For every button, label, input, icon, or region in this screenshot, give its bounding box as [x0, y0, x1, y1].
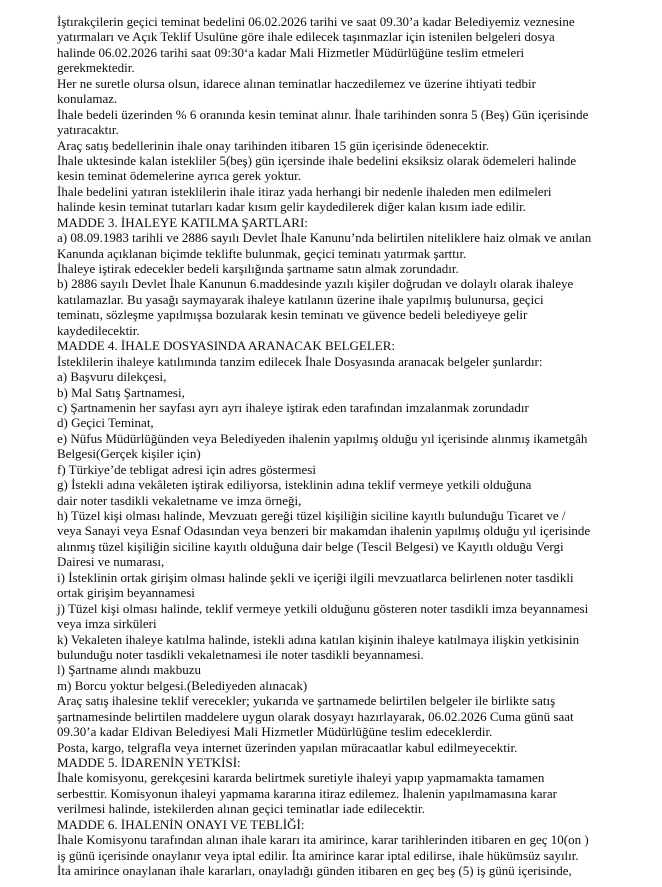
- document-line: Her ne suretle olursa olsun, idarece alınan teminatlar haczedilemez ve üzerine ihtiyati tedbir: [57, 75, 536, 91]
- document-line: İta amirince onaylanan ihale kararları, onayladığı günden itibaren en geç beş (5) iş günü içerisinde,: [57, 863, 572, 879]
- document-line: e) Nüfus Müdürlüğünden veya Belediyeden ihalenin yapılmış olduğu yıl içerisinde alınmış ikametgâh: [57, 430, 588, 446]
- document-line: a) 08.09.1983 tarihli ve 2886 sayılı Devlet İhale Kanunu’nda belirtilen niteliklere haiz olmak ve anılan: [57, 230, 592, 246]
- document-line: verilmesi halinde, istekilerden alınan geçici teminatlar iade edilecektir.: [57, 801, 425, 817]
- document-line: halinde kesin teminat tutarları kadar kısım gelir kaydedilerek diğer kalan kısım iade edilir.: [57, 199, 526, 215]
- document-line: gerekmektedir.: [57, 60, 135, 76]
- document-line: c) Şartnamenin her sayfası ayrı ayrı ihaleye iştirak eden tarafından imzalanmak zorundadır: [57, 399, 529, 415]
- document-line: katılamazlar. Bu yasağı saymayarak ihaleye katılanın üzerine ihale yapılmış bulunursa, geçici: [57, 291, 544, 307]
- document-line: veya Sanayi veya Esnaf Odasından veya benzeri bir makamdan ihalenin yapılmış olduğu yıl içerisinde: [57, 523, 591, 539]
- document-line: teminatı, sözleşme yapılmışsa bozularak kesin teminatı ve güvence bedeli belediyeye gelir: [57, 307, 528, 323]
- document-line: kesin teminat ödemelerine ayrıca gerek yoktur.: [57, 168, 302, 184]
- document-line: dair noter tasdikli vekaletname ve imza örneği,: [57, 492, 302, 508]
- document-line: h) Tüzel kişi olması halinde, Mevzuatı gereği tüzel kişiliğin siciline kayıtlı bulunduğu Ticaret ve /: [57, 508, 566, 523]
- document-line: alınmış tüzel kişiliğin siciline kayıtlı olduğuna dair belge (Tescil Belgesi) ve Kayıtlı olduğu Vergi: [57, 538, 564, 554]
- document-line: iş günü içerisinde onaylanır veya iptal edilir. İta amirince karar iptal edilirse, ihale hükümsüz sayılır.: [57, 847, 579, 863]
- document-line: Kanunda açıklanan biçimde teklifte bulunmak, geçici teminatı yatırmak şarttır.: [57, 245, 467, 261]
- document-line: Belgesi(Gerçek kişiler için): [57, 446, 201, 462]
- document-line: İsteklilerin ihaleye katılımında tanzim edilecek İhale Dosyasında aranacak belgeler şunlardır:: [57, 353, 543, 369]
- document-line: l) Şartname alındı makbuzu: [57, 662, 202, 678]
- document-line: ortak girişim beyannamesi: [57, 585, 195, 601]
- document-line: halinde 06.02.2026 tarihi saat 09:30‘a kadar Mali Hizmetler Müdürlüğüne teslim etmeleri: [57, 44, 525, 60]
- document-line: Araç satış bedellerinin ihale onay tarihinden itibaren 15 gün içerisinde ödenecektir.: [57, 137, 490, 153]
- document-line: konulamaz.: [57, 91, 118, 107]
- document-line: MADDE 5. İDARENİN YETKİSİ:: [57, 755, 241, 770]
- document-line: a) Başvuru dilekçesi,: [57, 369, 167, 385]
- document-line: İştırakçilerin geçici teminat bedelini 06.02.2026 tarihi ve saat 09.30’a kadar Belediyemiz veznesine: [57, 14, 575, 29]
- document-line: İhaleye iştirak edecekler bedeli karşılığında şartname satın almak zorundadır.: [57, 261, 459, 276]
- document-line: serbesttir. Komisyonun ihaleyi yapmama kararına itiraz edilemez. İhalenin yapılmamasına karar: [57, 785, 557, 801]
- document-line: b) 2886 sayılı Devlet İhale Kanunun 6.maddesinde yazılı kişiler doğrudan ve dolaylı olarak ihaleye: [57, 276, 574, 292]
- document-line: 09.30’a kadar Eldivan Belediyesi Mali Hizmetler Müdürlüğüne teslim edeceklerdir.: [57, 724, 493, 740]
- document-line: g) İstekli adına vekâleten iştirak ediliyorsa, isteklinin adına teklif vermeye yetkili olduğuna: [57, 477, 532, 493]
- document-line: MADDE 4. İHALE DOSYASINDA ARANACAK BELGELER:: [57, 338, 395, 354]
- document-line: d) Geçici Teminat,: [57, 415, 154, 431]
- document-body: [57, 14, 642, 879]
- document-line: İhale bedelini yatıran isteklilerin ihale itiraz yada herhangi bir nedenle ihaleden men edilmeleri: [57, 183, 552, 199]
- document-line: İhale bedeli üzerinden % 6 oranında kesin teminat alınır. İhale tarihinden sonra 5 (Beş) Gün içerisinde: [57, 106, 589, 122]
- document-line: İhale Komisyonu tarafından alınan ihale kararı ita amirince, karar tarihlerinden itibaren en geç 10(on ): [57, 832, 589, 848]
- document-line: veya imza sirküleri: [57, 616, 157, 632]
- document-line: Posta, kargo, telgrafla veya internet üzerinden yapılan müracaatlar kabul edilmeyecektir.: [57, 739, 518, 755]
- document-line: yatıracaktır.: [57, 122, 119, 138]
- document-line: şartnamesinde belirtilen maddelere uygun olarak dosyayı hazırlayarak, 06.02.2026 Cuma günü saat: [57, 708, 574, 724]
- document-line: j) Tüzel kişi olması halinde, teklif vermeye yetkili olduğunu gösteren noter tasdikli imza beyannamesi: [57, 600, 589, 616]
- document-line: yatırmaları ve Açık Teklif Usulüne göre ihale edilecek taşınmazlar için istenilen belgeleri dosya: [57, 29, 555, 45]
- document-line: kaydedilecektir.: [57, 322, 140, 338]
- document-line: i) İsteklinin ortak girişim olması halinde şekli ve içeriği ilgili mevzuatlarca belirlenen noter tasdikli: [57, 569, 574, 585]
- document-line: MADDE 3. İHALEYE KATILMA ŞARTLARI:: [57, 214, 308, 230]
- document-line: b) Mal Satış Şartnamesi,: [57, 384, 185, 400]
- document-line: m) Borcu yoktur belgesi.(Belediyeden alınacak): [57, 677, 308, 693]
- document-line: İhale uktesinde kalan istekliler 5(beş) gün içersinde ihale bedelini eksiksiz olarak ödemeleri halinde: [57, 152, 577, 168]
- document-line: İhale komisyonu, gerekçesini kararda belirtmek suretiyle ihaleyi yapıp yapmamakta tamamen: [57, 770, 545, 786]
- document-line: bulunduğu noter tasdikli vekaletnamesi ile noter tasdikli beyannamesi.: [57, 646, 424, 662]
- document-line: MADDE 6. İHALENİN ONAYI VE TEBLİĞİ:: [57, 816, 305, 832]
- document-line: f) Türkiye’de tebligat adresi için adres göstermesi: [57, 461, 316, 477]
- document-line: k) Vekaleten ihaleye katılma halinde, istekli adına katılan kişinin ihaleye katılmaya ilişkin yetkisinin: [57, 631, 580, 647]
- document-line: Dairesi ve numarası,: [57, 554, 165, 570]
- document-line: Araç satış ihalesine teklif verecekler; yukarıda ve şartnamede belirtilen belgeler ile birlikte satış: [57, 693, 556, 709]
